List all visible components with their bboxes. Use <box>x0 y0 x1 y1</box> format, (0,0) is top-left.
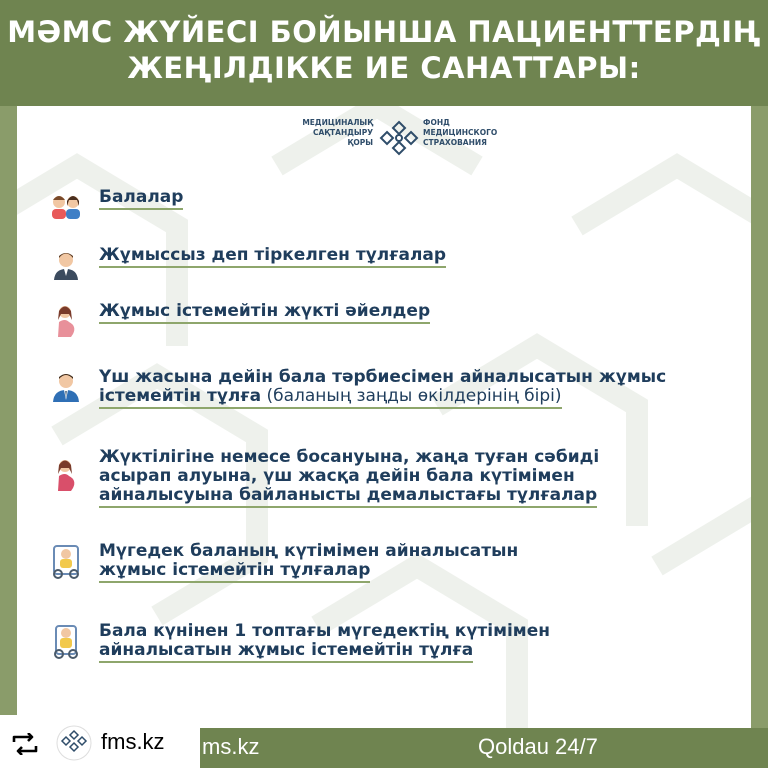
wheelchair-child-icon <box>47 542 85 580</box>
repost-account-name[interactable]: fms.kz <box>101 729 165 754</box>
item-text-line: айналысуына байланысты демалыстағы тұлғалар <box>99 486 597 508</box>
item-text-line: айналысатын жұмыс істемейтін тұлға <box>99 641 473 663</box>
footer-website: ms.kz <box>202 734 260 759</box>
item-text-line: Мүгедек баланың күтімімен айналысатын <box>99 541 519 561</box>
item-text-line: Бала күнінен 1 топтағы мүгедектің күтімімен <box>99 621 550 641</box>
item-text-line: жұмыс істемейтін тұлғалар <box>99 561 370 583</box>
fund-logo <box>285 118 505 162</box>
fund-logo-icon <box>379 118 419 158</box>
pregnant-woman-icon <box>47 456 85 494</box>
avatar[interactable] <box>56 725 92 761</box>
item-text: Балалар <box>99 188 183 210</box>
item-text-line: асырап алуына, үш жасқа дейін бала күтімімен <box>99 466 575 486</box>
page-header <box>0 0 768 106</box>
item-text-line: істемейтін тұлға <box>99 386 262 406</box>
logo-text-kz: МЕДИЦИНАЛЫҚ САҚТАНДЫРУ ҚОРЫ <box>302 118 373 147</box>
man-icon <box>47 246 85 284</box>
item-text-line: Жүктілігіне немесе босануына, жаңа туған сәбиді <box>99 447 600 467</box>
item-text-suffix: (баланың заңды өкілдерінің бірі) <box>261 386 562 406</box>
wheelchair-child-icon <box>47 622 85 660</box>
children-icon <box>47 188 85 226</box>
repost-icon[interactable] <box>10 733 40 755</box>
content-card <box>17 106 751 728</box>
item-text: Жұмыссыз деп тіркелген тұлғалар <box>99 246 446 268</box>
header-title-line2: ЖЕҢІЛДІККЕ ИЕ САНАТТАРЫ: <box>127 51 641 85</box>
pregnant-woman-icon <box>47 302 85 340</box>
man-tie-icon <box>47 368 85 406</box>
footer-support: Qoldau 24/7 <box>478 734 598 759</box>
item-text: Жұмыс істемейтін жүкті әйелдер <box>99 302 430 324</box>
item-text-line: Үш жасына дейін бала тәрбиесімен айналысатын жұмыс <box>99 367 667 387</box>
logo-text-ru: ФОНД МЕДИЦИНСКОГО СТРАХОВАНИЯ <box>423 118 498 147</box>
header-title-line1: МӘМС ЖҮЙЕСІ БОЙЫНША ПАЦИЕНТТЕРДІҢ <box>7 15 761 49</box>
repost-badge[interactable] <box>0 715 200 768</box>
